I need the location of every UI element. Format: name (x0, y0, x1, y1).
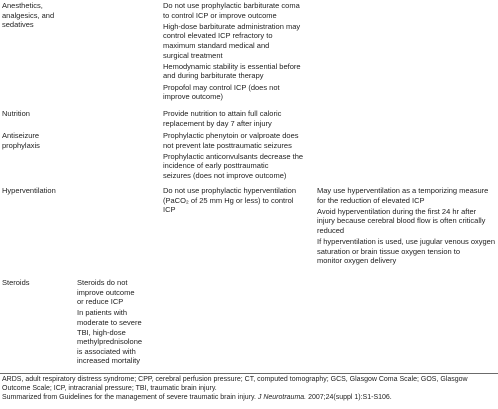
recommendation: High-dose barbiturate administration may control elevated ICP refractory to maximum standard medical and surgical treatment (163, 21, 301, 60)
row-category-steroids: Steroids (2, 278, 30, 287)
category-line: Anesthetics, (2, 1, 43, 10)
recommendation: Steroids do not improve outcome or reduce ICP (77, 278, 135, 307)
row-category-antiseizure: Antiseizure prophylaxis (2, 131, 40, 150)
hyperventilation-column-4 (317, 186, 498, 266)
anesthetics-level-iii (163, 1, 323, 102)
nutrition-level-iii (163, 109, 323, 128)
recommendation: May use hyperventilation as a temporizing measure for the reduction of elevated ICP (317, 186, 489, 205)
recommendation: Prophylactic anticonvulsants decrease the incidence of early posttraumatic seizures (does not improve outcome) (163, 151, 304, 180)
row-category-anesthetics (2, 1, 54, 30)
row-category-hyperventilation: Hyperventilation (2, 186, 56, 195)
recommendation: Provide nutrition to attain full caloric replacement by day 7 after injury (163, 109, 282, 128)
abbreviations-line: Outcome Scale; ICP, intracranial pressure; TBI, traumatic brain injury. (2, 384, 217, 392)
category-line: analgesics, and (2, 10, 55, 20)
recommendation: In patients with moderate to severe TBI, high-dose methylprednisolone is associated with increased mortality (77, 308, 143, 366)
recommendation: Prophylactic phenytoin or valproate does not prevent late posttraumatic seizures (163, 131, 299, 150)
recommendation: If hyperventilation is used, use jugular venous oxygen saturation or brain tissue oxygen tension to monitor oxygen delivery (317, 237, 496, 266)
antiseizure-level-iii (163, 131, 328, 181)
recommendation: Avoid hyperventilation during the first 24 hr after injury because cerebral blood flow is often critically reduced (317, 206, 486, 235)
journal-name: J Neurotrauma. (257, 393, 307, 401)
row-category-nutrition: Nutrition (2, 109, 30, 118)
recommendation: Do not use prophylactic hyperventilation (PaCO₂ of 25 mm Hg or less) to control ICP (163, 186, 296, 215)
recommendation: Do not use prophylactic barbiturate coma to control ICP or improve outcome (163, 1, 300, 20)
steroids-level-i (77, 278, 163, 366)
hyperventilation-level-iii (163, 186, 328, 215)
recommendation: Hemodynamic stability is essential before and during barbiturate therapy (163, 61, 301, 81)
source-line: Summarized from Guidelines for the management of severe traumatic brain injury. J Neurotrauma. 2007;24(suppl 1):S1-S106. (2, 393, 392, 401)
abbreviations-line: ARDS, adult respiratory distress syndrome; CPP, cerebral perfusion pressure; CT, computed tomography; GCS, Glasgow Coma Scale; GOS, Glasgow (2, 376, 468, 383)
table-bottom-rule (0, 373, 498, 374)
table-footnote (2, 376, 492, 403)
category-line: sedatives (2, 20, 34, 30)
recommendation: Propofol may control ICP (does not improve outcome) (163, 82, 280, 102)
